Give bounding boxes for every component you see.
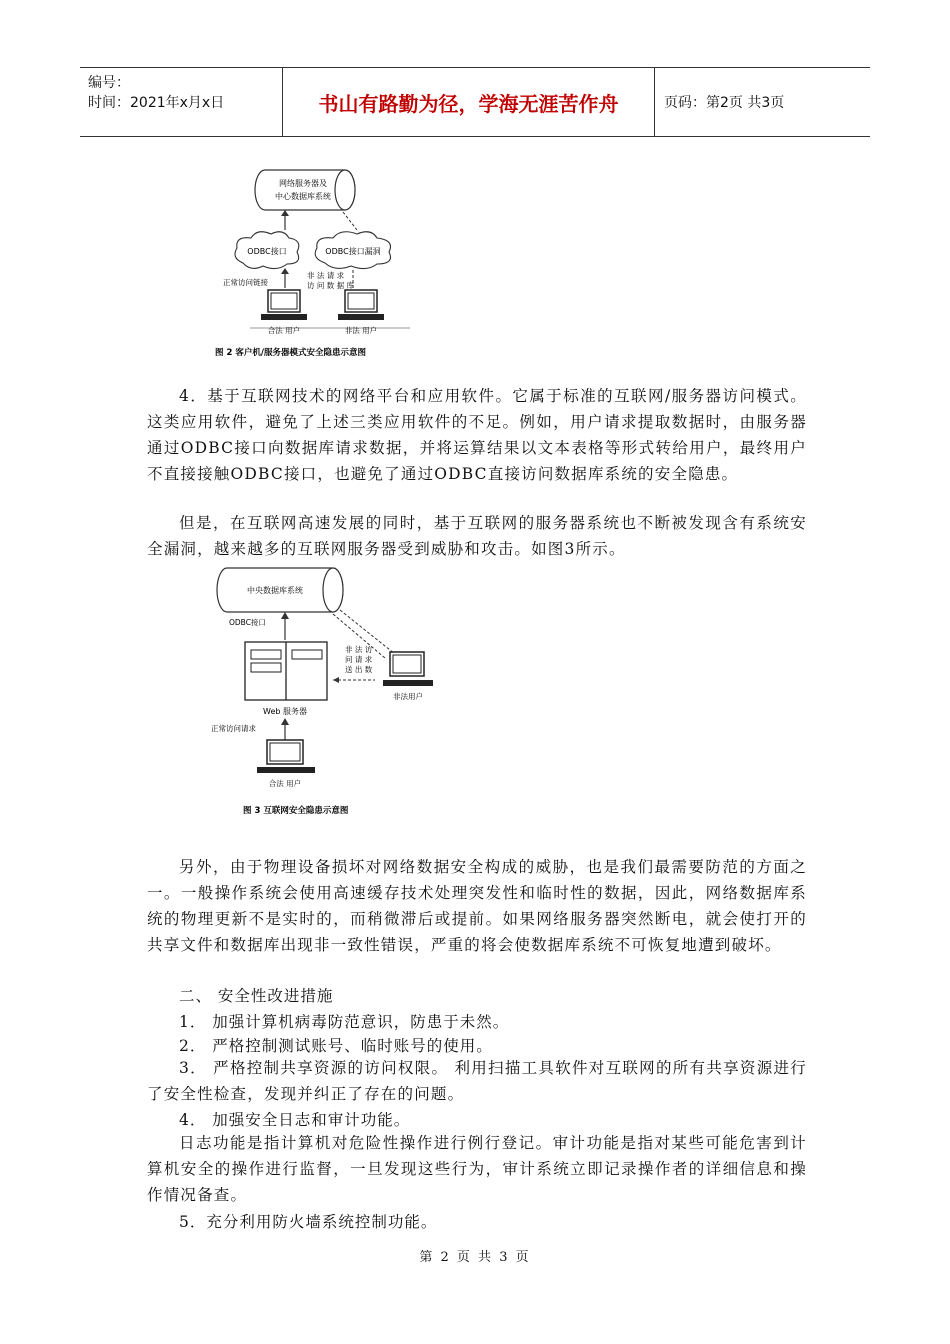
database-cylinder-icon <box>255 170 355 210</box>
computer-icon <box>257 740 315 773</box>
header-motto: 书山有路勤为径，学海无涯苦作舟 <box>318 91 619 116</box>
fig2-user-right-label: 非法 用户 <box>344 326 378 335</box>
paragraph-physical-damage: 另外，由于物理设备损坏对网络数据安全构成的威胁，也是我们最需要防范的方面之一。一般操作系统会使用高速缓存技术处理突发性和临时性的数据，因此，网络数据库系统的物理更新不是实时的，而稍微滞后或提前。如果网络服务器突然断电，就会使打开的共享文件和数据库出现非一致性错误，严重的将会使数据库系统不可恢复地遭到破坏。 <box>147 858 807 954</box>
fig3-caption: 图 3 互联网安全隐患示意图 <box>243 806 349 816</box>
paragraph-internet-vulnerabilities: 但是，在互联网高速发展的同时，基于互联网的服务器系统也不断被发现含有系统安全漏洞，越来越多的互联网服务器受到威胁和攻击。如图3所示。 <box>147 514 807 558</box>
time-label: 时间：2021年x月x日 <box>88 95 225 111</box>
header-meta <box>80 68 282 136</box>
fig2-db-label-1: 网络服务器及 <box>279 179 327 188</box>
paragraph-logging-audit: 日志功能是指计算机对危险性操作进行例行登记。审计功能是指对某些可能危害到计算机安全的操作进行监督，一旦发现这些行为，审计系统立即记录操作者的详细信息和操作情况备查。 <box>147 1134 807 1204</box>
dashed-link-icon <box>343 212 357 230</box>
computer-icon <box>383 652 433 686</box>
header-page-info: 页码：第2页 共3页 <box>664 95 785 111</box>
fig2-user-left-label: 合法 用户 <box>267 326 301 335</box>
arrowhead-icon <box>333 677 339 683</box>
fig3-legal-user-label: 合法 用户 <box>268 779 302 788</box>
fig2-db-label-2: 中心数据库系统 <box>275 192 331 201</box>
page-header <box>80 67 870 137</box>
paragraph-web-apps: 4．基于互联网技术的网络平台和应用软件。它属于标准的互联网/服务器访问模式。这类应用软件，避免了上述三类应用软件的不足。例如，用户请求提取数据时，由服务器通过ODBC接口向数据库请求数据，并将运算结果以文本表格等形式转给用户，最终用户不直接接触ODBC接口，也避免了通过ODBC直接访问数据库系统的安全隐患。 <box>147 387 807 483</box>
fig2-illegal-access-2: 访 问 数 据 库 <box>307 281 355 290</box>
server-icon <box>245 642 327 700</box>
fig3-db-label: 中央数据库系统 <box>247 586 303 595</box>
page-footer: 第 2 页 共 3 页 <box>419 1250 531 1265</box>
computer-icon <box>261 290 307 320</box>
fig2-cloud-right-label: ODBC接口漏洞 <box>325 247 381 256</box>
number-label: 编号： <box>88 75 130 91</box>
fig3-illegal-3: 送 出 数 <box>345 665 373 674</box>
fig3-legal-access-label: 正常访问请求 <box>211 724 256 733</box>
list-item-with-text: 3． 严格控制共享资源的访问权限。 利用扫描工具软件对互联网的所有共享资源进行了安全性检查，发现并纠正了存在的问题。 <box>147 1059 807 1103</box>
computer-icon <box>338 290 384 320</box>
arrowhead-icon <box>281 210 289 216</box>
arrowhead-icon <box>281 718 289 725</box>
list-item: 5．充分利用防火墙系统控制功能。 <box>179 1213 438 1231</box>
fig3-odbc-label: ODBC接口 <box>229 618 266 627</box>
fig3-illegal-user-label: 非法用户 <box>393 692 423 701</box>
section-heading-improvements: 二、 安全性改进措施 <box>179 987 334 1005</box>
list-item: 2． 严格控制测试账号、临时账号的使用。 <box>179 1037 493 1055</box>
fig2-caption: 图 2 客户机/服务器模式安全隐患示意图 <box>215 348 366 358</box>
fig3-illegal-1: 非 法 访 <box>345 645 373 654</box>
fig2-legal-access-label: 正常访问链接 <box>223 278 268 287</box>
fig2-cloud-left-label: ODBC接口 <box>247 247 287 256</box>
figure-3-diagram <box>205 562 450 824</box>
arrowhead-icon <box>281 268 289 274</box>
list-item: 1． 加强计算机病毒防范意识，防患于未然。 <box>179 1013 510 1031</box>
header-divider <box>654 68 655 136</box>
fig2-illegal-access-1: 非 法 请 求 <box>307 271 345 280</box>
list-item: 4． 加强安全日志和审计功能。 <box>179 1111 411 1129</box>
figure-2-diagram <box>205 160 435 365</box>
fig3-illegal-2: 问 请 求 <box>345 655 373 664</box>
fig3-server-label: Web 服务器 <box>263 707 307 716</box>
arrowhead-icon <box>281 612 289 619</box>
